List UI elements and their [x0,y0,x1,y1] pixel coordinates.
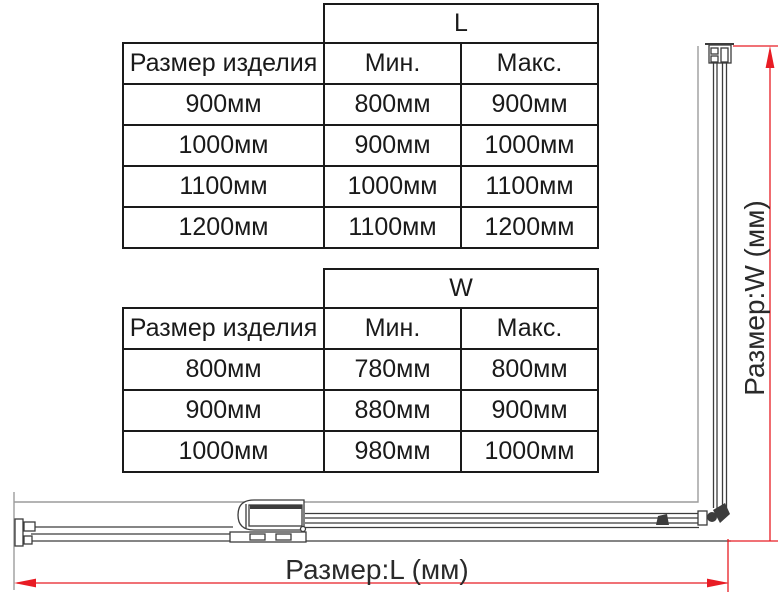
cell-min: 900мм [324,125,461,166]
size-column-header: Размер изделия [123,308,324,349]
cell-size: 1000мм [123,431,324,472]
table-row [123,349,598,390]
cell-max: 1000мм [461,431,598,472]
cell-size: 900мм [123,390,324,431]
cell-size: 1000мм [123,125,324,166]
table-row [123,390,598,431]
cell-min: 1100мм [324,207,461,248]
cell-min: 980мм [324,431,461,472]
cell-size: 1100мм [123,166,324,207]
dimension-header-w: W [324,269,598,308]
table-row [123,166,598,207]
cell-size: 900мм [123,84,324,125]
cell-max: 800мм [461,349,598,390]
blank-cell [123,269,324,308]
cell-min: 780мм [324,349,461,390]
min-header: Мин. [324,43,461,84]
door-stopper [656,514,669,525]
length-spec-table [122,3,599,249]
roller-carriage [230,500,306,542]
w-dimension-label: Размер:W (мм) [739,200,770,396]
cell-size: 800мм [123,349,324,390]
cell-min: 800мм [324,84,461,125]
blank-cell [123,4,324,43]
l-dimension-label: Размер:L (мм) [285,554,469,585]
cell-size: 1200мм [123,207,324,248]
cell-min: 1000мм [324,166,461,207]
table-row [123,431,598,472]
min-header: Мин. [324,308,461,349]
cell-max: 1200мм [461,207,598,248]
table-row [123,207,598,248]
size-column-header: Размер изделия [123,43,324,84]
cell-max: 1000мм [461,125,598,166]
table-row [123,125,598,166]
width-spec-table [122,268,599,473]
wall-profile [15,519,35,546]
vertical-rail [705,44,734,508]
table-row [123,84,598,125]
max-header: Макс. [461,43,598,84]
cell-max: 1100мм [461,166,598,207]
bottom-rail [15,514,731,542]
dimension-header-l: L [324,4,598,43]
cell-max: 900мм [461,390,598,431]
cell-max: 900мм [461,84,598,125]
cell-min: 880мм [324,390,461,431]
max-header: Макс. [461,308,598,349]
